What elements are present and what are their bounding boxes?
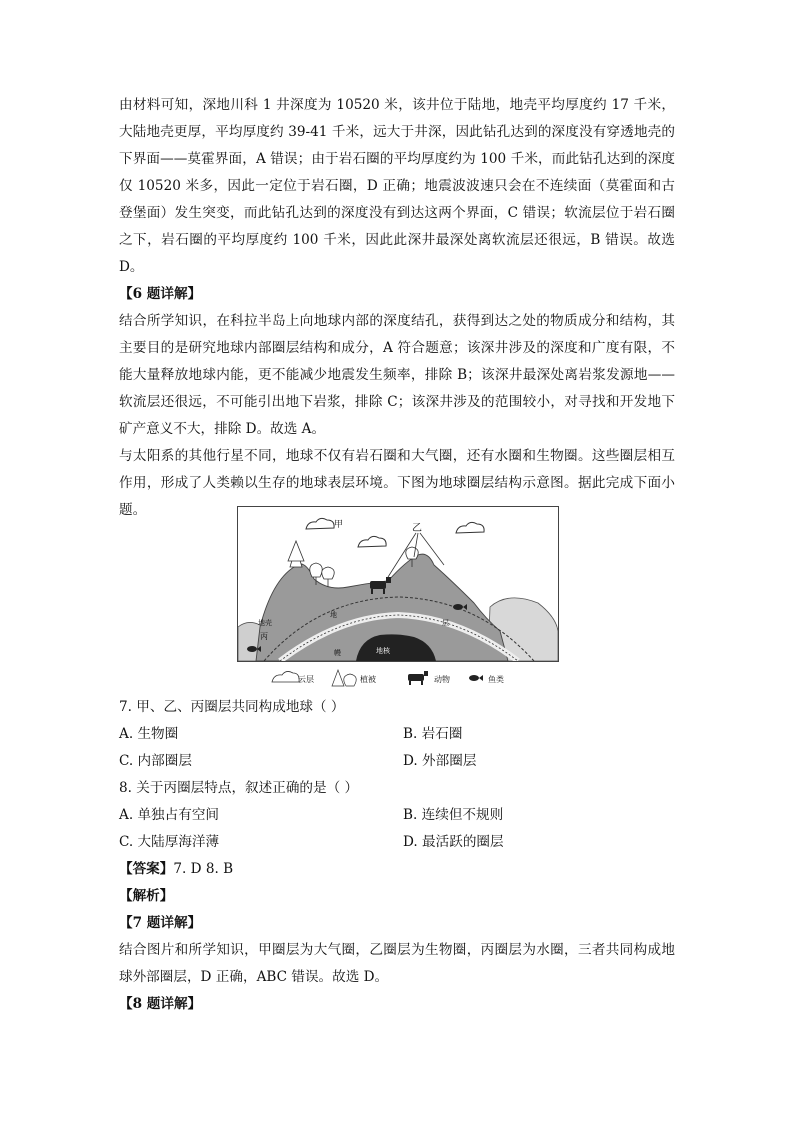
legend-fish-icon — [469, 675, 483, 681]
q7-option-a: A. 生物圈 — [119, 726, 179, 742]
label-yi: 乙 — [412, 523, 422, 534]
label-core: 地核 — [376, 647, 390, 655]
legend-animal-label: 动物 — [434, 675, 450, 684]
diagram-svg — [238, 507, 558, 661]
analysis-heading: 【解析】 — [119, 888, 174, 904]
heading-q8-detail: 【8 题详解】 — [119, 996, 202, 1012]
heading-q6-detail: 【6 题详解】 — [119, 286, 202, 302]
heading-q7-detail: 【7 题详解】 — [119, 915, 202, 931]
passage-block-1 — [119, 92, 675, 524]
answer-value: 7. D 8. B — [173, 861, 234, 877]
question-7: 7. 甲、乙、丙圈层共同构成地球（ ） — [119, 699, 345, 715]
earth-sphere-diagram — [237, 506, 559, 662]
paragraph-explanation-7: 结合图片和所学知识，甲圈层为大气圈，乙圈层为生物圈，丙圈层为水圈，三者共同构成地球外部圈层，D 正确，ABC 错误。故选 D。 — [119, 942, 675, 985]
cloud-icon — [306, 518, 484, 547]
q7-option-c: C. 内部圈层 — [119, 753, 192, 769]
q8-option-d: D. 最活跃的圈层 — [403, 834, 504, 850]
label-bing: 丙 — [260, 632, 268, 641]
passage-block-2 — [119, 937, 675, 991]
question-8: 8. 关于丙圈层特点，叙述正确的是（ ） — [119, 780, 359, 796]
legend-tree-icon — [332, 670, 356, 686]
paragraph-intro-7-8: 与太阳系的其他行星不同，地球不仅有岩石圈和大气圈，还有水圈和生物圈。这些圈层相互作用，形成了人类赖以生存的地球表层环境。下图为地球圈层结构示意图。据此完成下面小题。 — [119, 448, 675, 518]
label-crust: 地壳 — [258, 619, 272, 627]
paragraph-explanation-6: 结合所学知识，在科拉半岛上向地球内部的深度结孔，获得到达之处的物质成分和结构，其主要目的是研究地球内部圈层结构和成分，A 符合题意；该深井涉及的深度和广度有限，不能大量释放地球内能，更不能减少地震发生频率，排除 B；该深井最深处离岩浆发源地——软流层还很远，不可能引出地下岩浆，排除 C；该深井涉及的范围较小，对寻找和开发地下矿产意义不大，排除 D。故选 A。 — [119, 313, 675, 437]
legend-svg — [268, 666, 558, 690]
q8-option-a: A. 单独占有空间 — [119, 807, 220, 823]
legend-plant-label: 植被 — [360, 675, 376, 684]
legend-cow-icon — [408, 671, 428, 685]
legend-cloud-label: 云层 — [298, 675, 314, 684]
diagram-legend — [268, 666, 558, 690]
answer-label: 【答案】 — [119, 861, 174, 877]
label-mantle: 地 — [330, 611, 337, 619]
paragraph-explanation-5: 由材料可知，深地川科 1 井深度为 10520 米，该井位于陆地，地壳平均厚度约 17 千米，大陆地壳更厚，平均厚度约 39-41 千米，远大于井深，因此钻孔达到的深度没有穿透地壳的下界面——莫霍界面，A 错误；由于岩石圈的平均厚度约为 100 千米，而此钻孔达到的深度仅 10520 米多，因此一定位于岩石圈，D 正确；地震波波速只会在不连续面（莫霍面和古登堡面）发生突变，而此钻孔达到的深度没有到达这两个界面，C 错误；软流层位于岩石圈之下，岩石圈的平均厚度约 100 千米，因此此深井最深处离软流层还很远，B 错误。故选 D。 — [119, 97, 675, 275]
label-layer: 层 — [442, 619, 449, 627]
q7-option-b: B. 岩石圈 — [403, 726, 463, 742]
label-mantle-2: 幔 — [334, 649, 341, 657]
q8-option-b: B. 连续但不规则 — [403, 807, 504, 823]
legend-fish-label: 鱼类 — [488, 675, 504, 684]
label-jia: 甲 — [334, 520, 344, 530]
answer-line — [119, 856, 233, 883]
q8-option-c: C. 大陆厚海洋薄 — [119, 834, 220, 850]
q7-option-d: D. 外部圈层 — [403, 753, 477, 769]
legend-cloud-icon — [272, 671, 299, 682]
